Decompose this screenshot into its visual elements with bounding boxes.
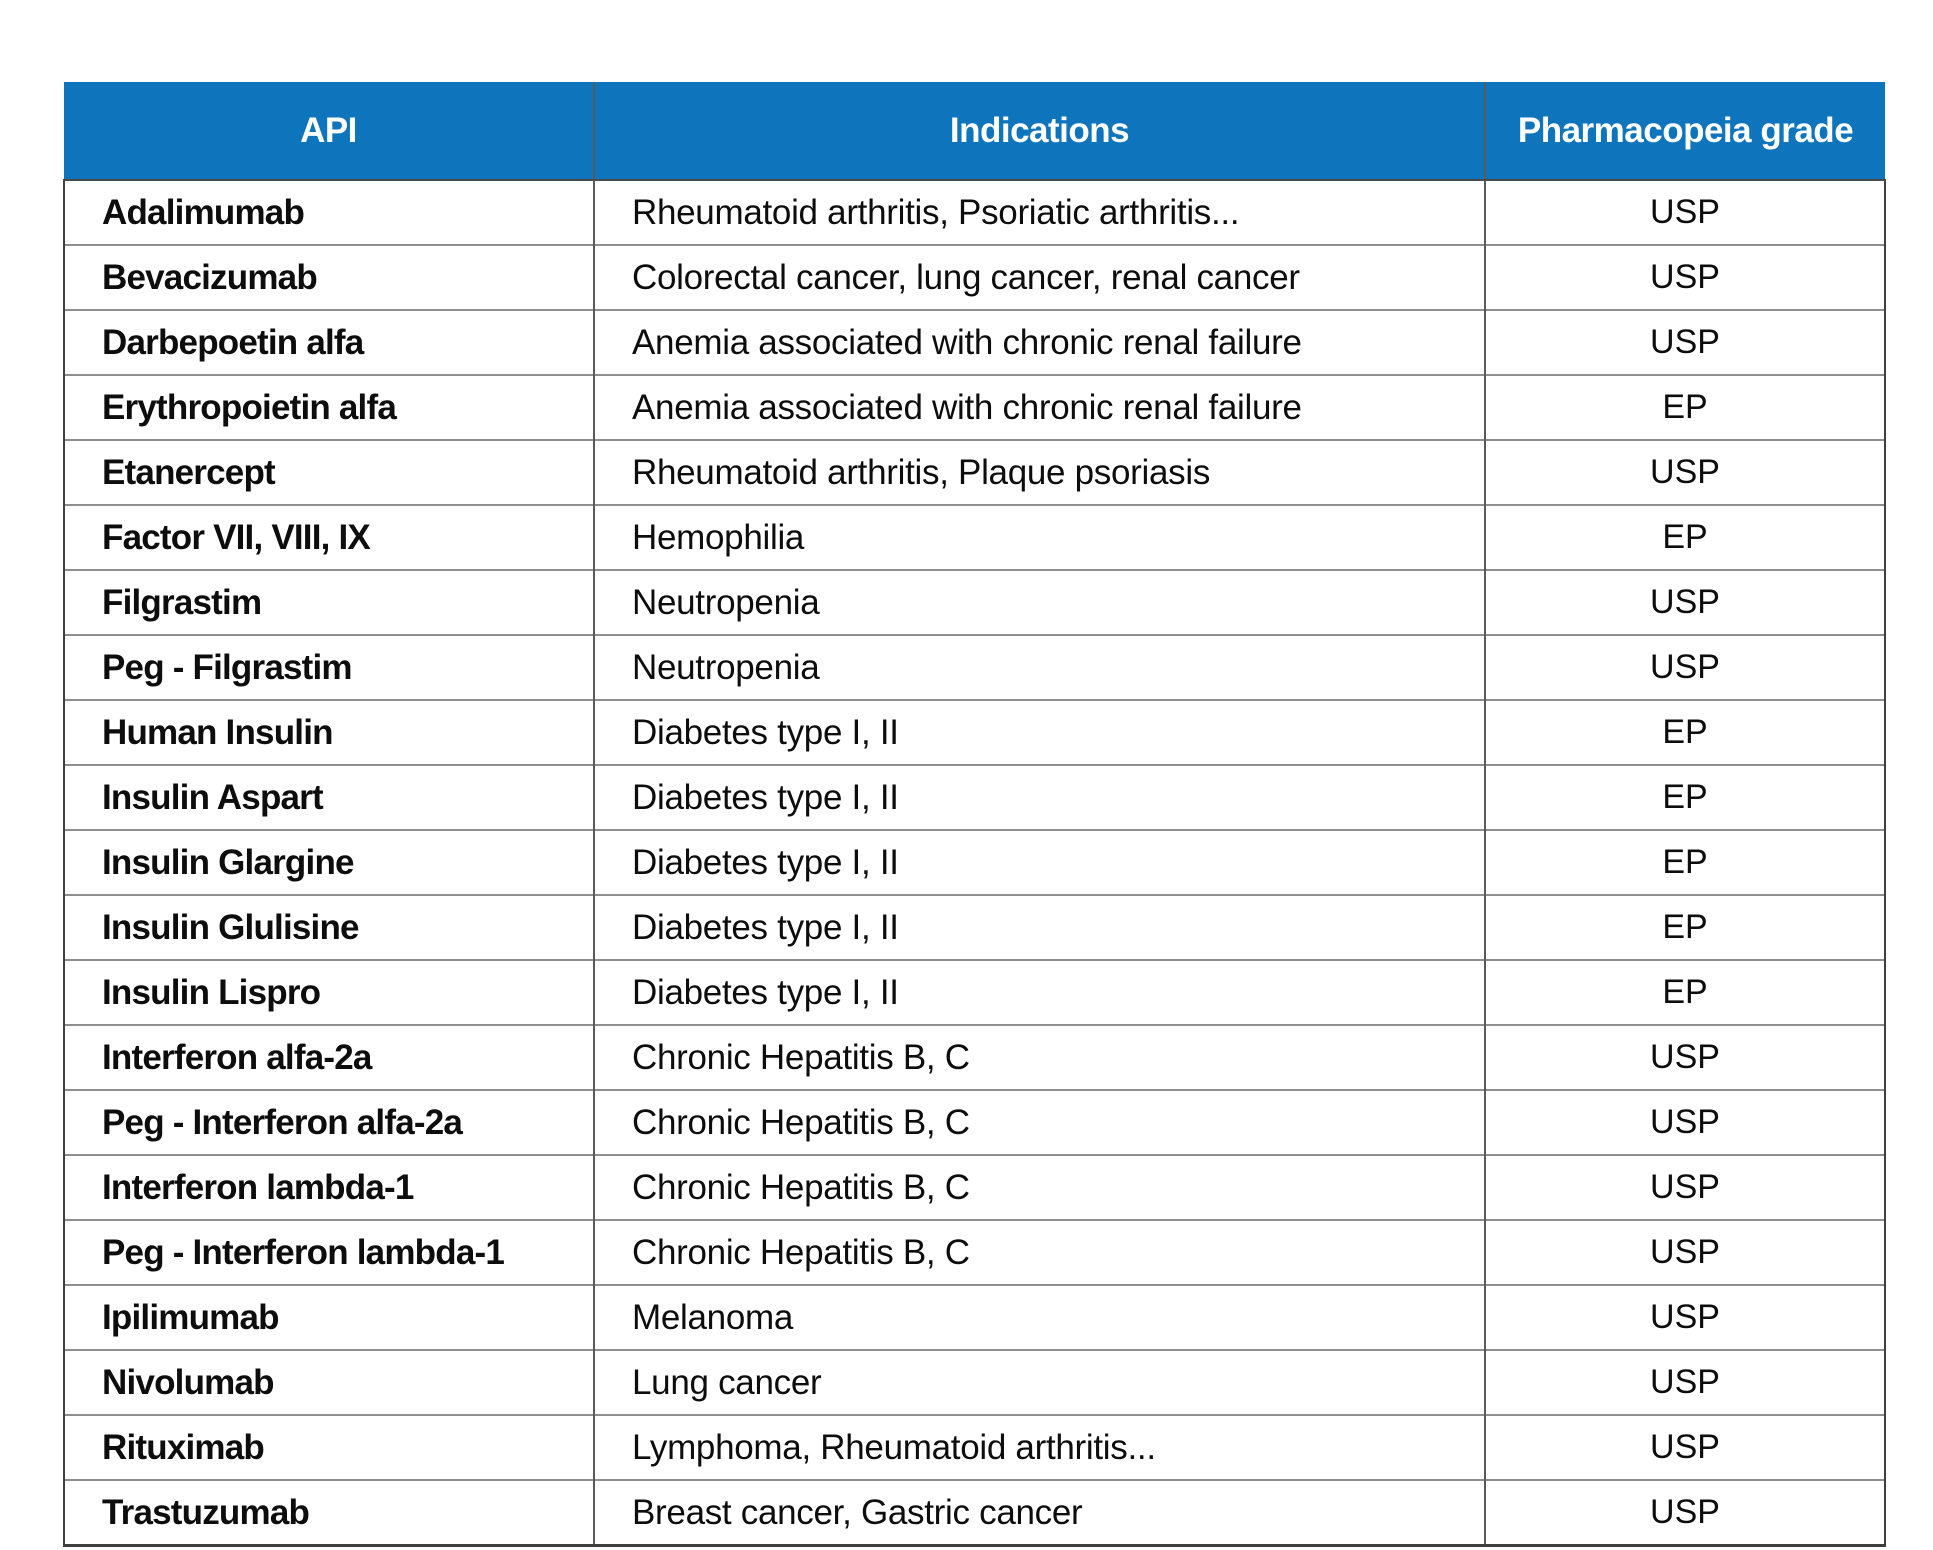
indications-cell: Rheumatoid arthritis, Psoriatic arthritis... [594,180,1485,245]
pharmacopeia-grade-cell: USP [1485,1090,1885,1155]
api-name-cell: Interferon alfa-2a [64,1025,594,1090]
indications-cell: Diabetes type I, II [594,765,1485,830]
api-name-cell: Insulin Glulisine [64,895,594,960]
table-row [64,1480,1885,1546]
indications-cell: Diabetes type I, II [594,830,1485,895]
indications-cell: Lung cancer [594,1350,1485,1415]
table-row [64,1220,1885,1285]
api-name-cell: Darbepoetin alfa [64,310,594,375]
pharmacopeia-grade-cell: USP [1485,180,1885,245]
api-name-cell: Trastuzumab [64,1480,594,1546]
table-row [64,180,1885,245]
pharmacopeia-grade-cell: EP [1485,700,1885,765]
indications-cell: Melanoma [594,1285,1485,1350]
table-row [64,570,1885,635]
indications-cell: Hemophilia [594,505,1485,570]
pharmacopeia-grade-cell: EP [1485,375,1885,440]
indications-cell: Diabetes type I, II [594,700,1485,765]
table-row [64,960,1885,1025]
api-name-cell: Bevacizumab [64,245,594,310]
table-row [64,1285,1885,1350]
indications-cell: Anemia associated with chronic renal failure [594,310,1485,375]
pharmacopeia-grade-cell: USP [1485,1350,1885,1415]
pharmacopeia-grade-cell: USP [1485,440,1885,505]
indications-cell: Diabetes type I, II [594,895,1485,960]
pharmacopeia-grade-cell: USP [1485,1480,1885,1546]
table-row [64,830,1885,895]
pharmacopeia-grade-cell: EP [1485,830,1885,895]
api-name-cell: Peg - Filgrastim [64,635,594,700]
indications-cell: Breast cancer, Gastric cancer [594,1480,1485,1546]
indications-cell: Chronic Hepatitis B, C [594,1220,1485,1285]
indications-cell: Neutropenia [594,635,1485,700]
api-name-cell: Erythropoietin alfa [64,375,594,440]
pharmacopeia-grade-cell: USP [1485,245,1885,310]
api-name-cell: Peg - Interferon lambda-1 [64,1220,594,1285]
api-name-cell: Adalimumab [64,180,594,245]
table-row [64,700,1885,765]
table-row [64,1155,1885,1220]
indications-cell: Anemia associated with chronic renal failure [594,375,1485,440]
pharmacopeia-grade-cell: EP [1485,895,1885,960]
header-indications: Indications [594,82,1485,180]
table-row [64,1090,1885,1155]
table-row [64,1415,1885,1480]
header-pharmacopeia-grade: Pharmacopeia grade [1485,82,1885,180]
api-name-cell: Human Insulin [64,700,594,765]
table-row [64,765,1885,830]
table-row [64,245,1885,310]
indications-cell: Chronic Hepatitis B, C [594,1025,1485,1090]
indications-cell: Chronic Hepatitis B, C [594,1090,1485,1155]
pharmacopeia-grade-cell: EP [1485,960,1885,1025]
table-row [64,895,1885,960]
table-body [64,180,1885,1546]
api-name-cell: Factor VII, VIII, IX [64,505,594,570]
pharmacopeia-grade-cell: EP [1485,765,1885,830]
api-name-cell: Insulin Lispro [64,960,594,1025]
pharmacopeia-grade-cell: USP [1485,1415,1885,1480]
table-row [64,635,1885,700]
api-name-cell: Peg - Interferon alfa-2a [64,1090,594,1155]
pharmacopeia-grade-cell: USP [1485,1285,1885,1350]
api-name-cell: Filgrastim [64,570,594,635]
table-row [64,440,1885,505]
header-api: API [64,82,594,180]
api-name-cell: Rituximab [64,1415,594,1480]
api-name-cell: Insulin Aspart [64,765,594,830]
api-name-cell: Ipilimumab [64,1285,594,1350]
indications-cell: Lymphoma, Rheumatoid arthritis... [594,1415,1485,1480]
table-header [64,82,1885,180]
pharmacopeia-grade-cell: USP [1485,635,1885,700]
indications-cell: Colorectal cancer, lung cancer, renal cancer [594,245,1485,310]
pharmacopeia-grade-cell: EP [1485,505,1885,570]
pharmacopeia-grade-cell: USP [1485,570,1885,635]
indications-cell: Neutropenia [594,570,1485,635]
indications-cell: Diabetes type I, II [594,960,1485,1025]
api-table [63,82,1886,1547]
api-name-cell: Etanercept [64,440,594,505]
table-row [64,375,1885,440]
pharmacopeia-grade-cell: USP [1485,310,1885,375]
pharmacopeia-grade-cell: USP [1485,1220,1885,1285]
indications-cell: Chronic Hepatitis B, C [594,1155,1485,1220]
indications-cell: Rheumatoid arthritis, Plaque psoriasis [594,440,1485,505]
pharmacopeia-grade-cell: USP [1485,1155,1885,1220]
api-name-cell: Nivolumab [64,1350,594,1415]
table-row [64,310,1885,375]
table-row [64,505,1885,570]
api-name-cell: Insulin Glargine [64,830,594,895]
pharmacopeia-grade-cell: USP [1485,1025,1885,1090]
api-name-cell: Interferon lambda-1 [64,1155,594,1220]
table-row [64,1350,1885,1415]
table-row [64,1025,1885,1090]
header-row [64,82,1885,180]
